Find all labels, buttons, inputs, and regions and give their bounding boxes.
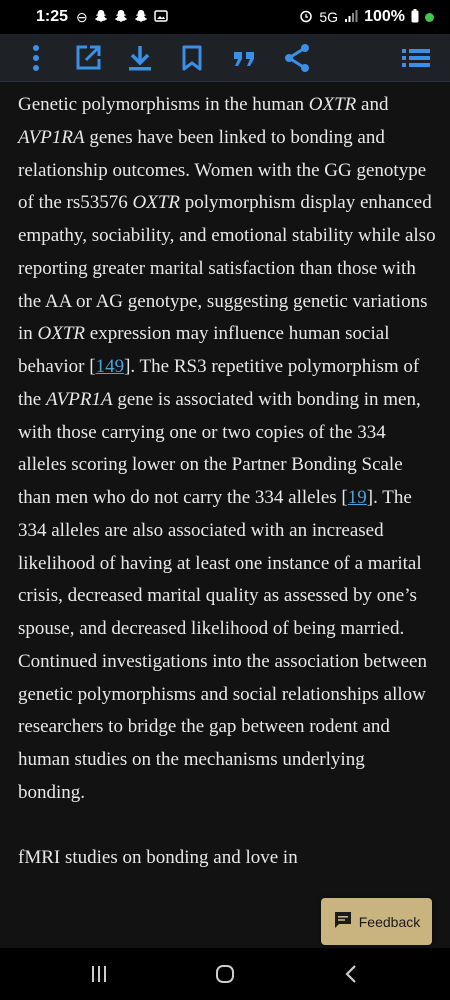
back-icon[interactable] <box>337 962 365 986</box>
gene-name: OXTR <box>308 94 357 115</box>
gene-name: AVPR1A <box>45 388 113 410</box>
home-icon[interactable] <box>211 962 239 986</box>
download-icon[interactable] <box>124 42 156 74</box>
more-vert-icon[interactable] <box>20 42 52 74</box>
paragraph <box>18 82 436 810</box>
status-time: 1:25 <box>36 8 69 25</box>
text-run: genes have been linked to bonding and relationship outcomes. Women with the GG genotype of the rs53576 <box>18 126 427 214</box>
gallery-icon <box>154 9 168 25</box>
system-nav-bar <box>0 948 450 1000</box>
status-right <box>299 8 434 26</box>
charging-dot <box>425 13 434 22</box>
gene-name: AVP1RA <box>18 126 85 148</box>
dnd-icon: ⊖ <box>76 9 88 25</box>
status-bar <box>0 0 450 34</box>
snapchat-icon <box>94 9 108 25</box>
network-label: 5G <box>319 9 339 25</box>
text-run: gene is associated with bonding in men, with those carrying one or two copies of the 334 alleles scoring lower on the Partner Bonding Scale than men who do not carry the 334 alleles [ <box>18 388 421 508</box>
article-body <box>18 82 436 874</box>
gene-name: OXTR <box>37 323 86 345</box>
bookmark-icon[interactable] <box>176 42 208 74</box>
article-toolbar <box>0 34 450 82</box>
battery-icon <box>411 9 419 26</box>
feedback-icon <box>333 910 353 933</box>
text-run: and <box>356 94 389 115</box>
snapchat-icon <box>134 9 148 25</box>
signal-icon <box>344 9 358 25</box>
list-icon[interactable] <box>400 42 432 74</box>
status-left <box>36 8 168 26</box>
text-run: Genetic polymorphisms in the human <box>18 94 309 115</box>
text-run: polymorphism display enhanced empathy, sociability, and emotional stability while also reporting greater marital satisfaction than those with the AA or AG genotype, suggesting genetic variations in <box>18 192 436 345</box>
reference-link[interactable]: 19 <box>347 487 367 508</box>
share-icon[interactable] <box>281 42 313 74</box>
reference-link[interactable]: 149 <box>95 356 125 377</box>
text-run: ]. The 334 alleles are also associated with an increased likelihood of having at least one instance of a marital crisis, decreased marital quality as assessed by one’s spouse, and decreased likelihood of being married. Continued investigations into the association between genetic polymorphisms and social relationships allow researchers to bridge the gap between rodent and human studies on the mechanisms underlying bonding. <box>18 487 427 803</box>
battery-level: 100% <box>364 8 405 25</box>
text-run: expression may influence human social behavior [ <box>18 323 390 377</box>
alarm-icon <box>299 9 313 26</box>
feedback-button[interactable] <box>321 898 432 945</box>
gene-name: OXTR <box>132 192 181 214</box>
feedback-label: Feedback <box>358 913 421 930</box>
recents-icon[interactable] <box>85 962 113 986</box>
snapchat-icon <box>114 9 128 25</box>
text-run: ]. The RS3 repetitive polymorphism of the <box>18 356 420 410</box>
quote-icon[interactable] <box>228 42 260 74</box>
paragraph: fMRI studies on bonding and love in <box>18 846 298 868</box>
open-external-icon[interactable] <box>72 42 104 74</box>
